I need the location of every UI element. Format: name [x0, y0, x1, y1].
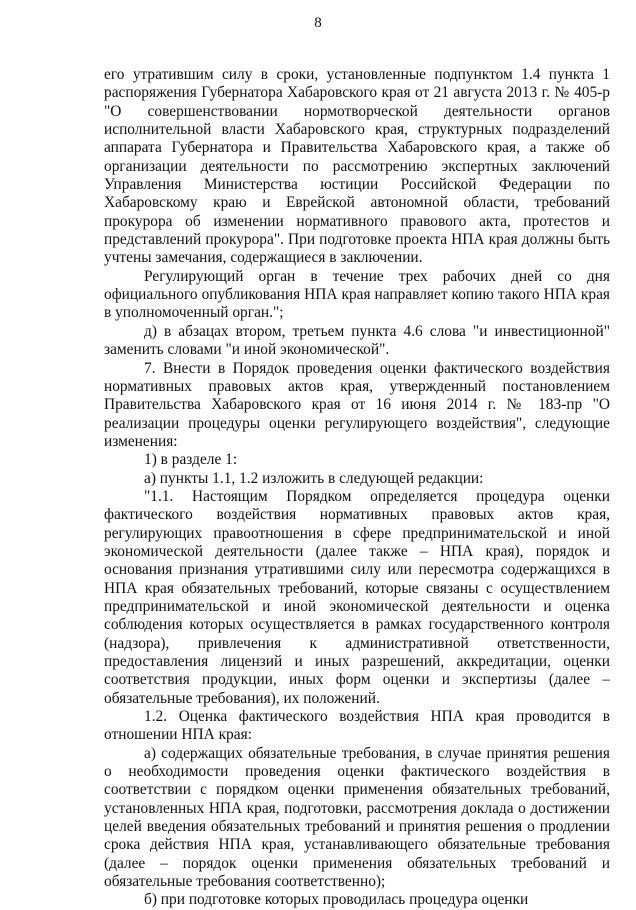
paragraph-point-1-2: 1.2. Оценка фактического воздействия НПА края проводится в отношении НПА края:	[104, 708, 610, 744]
paragraph-point-1-1: "1.1. Настоящим Порядком определяется процедура оценки фактического воздействия нормативных правовых актов края, регулирующих правоотношения в сфере предпринимательской и иной экономической деятельности (далее также – НПА края), порядок и основания признания утратившими силу или пересмотра содержащихся в НПА края обязательных требований, которые связаны с осуществлением предпринимательской и иной экономической деятельности и оценка соблюдения которых осуществляется в рамках государственного контроля (надзора), привлечения к административной ответственности, предоставления лицензий и иных разрешений, аккредитации, оценки соответствия продукции, иных форм оценки и экспертизы (далее – обязательные требования), их положений.	[104, 487, 610, 707]
paragraph-item-7: 7. Внести в Порядок проведения оценки фактического воздействия нормативных правовых актов края, утвержденный постановлением Правительства Хабаровского края от 16 июня 2014 г. № 183-пр "О реализации процедуры оценки регулирующего воздействия", следующие изменения:	[104, 359, 610, 450]
paragraph-item-a-points: а) пункты 1.1, 1.2 изложить в следующей редакции:	[144, 469, 484, 487]
paragraph-continuation-order-405: его утратившим силу в сроки, установленные подпунктом 1.4 пункта 1 распоряжения Губернатора Хабаровского края от 21 августа 2013 г. № 405-р "О совершенствовании нормотворческой деятельности органов исполнительной власти Хабаровского края, структурных подразделений аппарата Губернатора и Правительства Хабаровского края, а также об организации деятельности по рассмотрению экспертных заключений Управления Министерства юстиции Российской Федерации по Хабаровскому краю и Еврейской автономной области, требований прокурора об изменении нормативного правового акта, протестов и представлений прокурора". При подготовке проекта НПА края должны быть учтены замечания, содержащиеся в заключении.	[104, 66, 610, 267]
page-number: 8	[314, 15, 322, 31]
document-body	[104, 66, 610, 910]
paragraph-regulator-publication: Регулирующий орган в течение трех рабочих дней со дня официального опубликования НПА края направляет копию такого НПА края в уполномоченный орган.";	[104, 267, 610, 322]
paragraph-subitem-b: б) при подготовке которых проводилась процедура оценки	[144, 891, 529, 909]
paragraph-section-1: 1) в разделе 1:	[144, 451, 238, 469]
paragraph-item-d: д) в абзацах втором, третьем пункта 4.6 слова "и инвестиционной" заменить словами "и иной экономической".	[104, 322, 610, 359]
paragraph-subitem-a: а) содержащих обязательные требования, в случае принятия решения о необходимости проведения оценки фактического воздействия в соответствии с порядком оценки применения обязательных требований, установленных НПА края, подготовки, рассмотрения доклада о достижении целей введения обязательных требований и принятия решения о продлении срока действия НПА края, устанавливающего обязательные требования (далее – порядок оценки применения обязательных требований и обязательные требования соответственно);	[104, 744, 610, 891]
